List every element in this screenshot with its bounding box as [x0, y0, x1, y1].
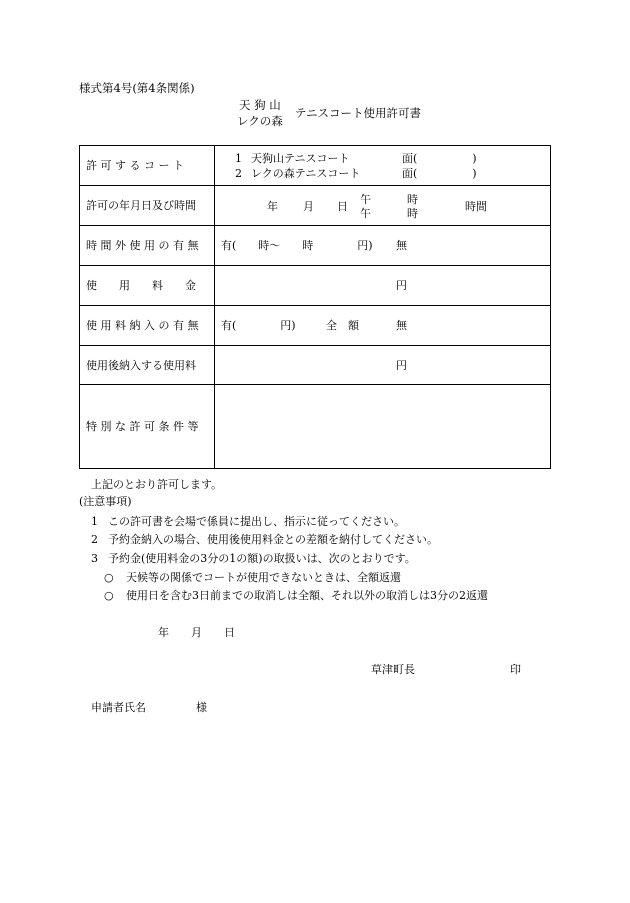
notes-heading: (注意事項): [79, 495, 132, 508]
conditions-value: [215, 385, 551, 469]
date-year: 年: [267, 200, 278, 213]
subnote-2-mark: ○: [104, 589, 114, 602]
court1-count: 面( ): [402, 152, 477, 165]
date-row: [80, 186, 551, 226]
court2-number: 2: [235, 167, 242, 180]
fee-value: [215, 266, 551, 306]
seal-mark: 印: [510, 663, 521, 676]
fee-label: 使 用 料 金: [80, 266, 215, 306]
issuer-name: 草津町長: [371, 663, 415, 676]
fee-row: [80, 266, 551, 306]
date-month: 月: [303, 200, 314, 213]
date-hour-start: 時: [407, 193, 418, 206]
overtime-value: [215, 226, 551, 266]
court-label: 許 可 す る コ ー ト: [80, 146, 215, 186]
post-fee-unit: 円: [396, 359, 407, 372]
note-2-number: 2: [91, 533, 98, 546]
date-label: 許可の年月日及び時間: [80, 186, 215, 226]
overtime-no: 無: [396, 239, 407, 252]
post-fee-value: [215, 346, 551, 385]
court2-name: レクの森テニスコート: [251, 167, 361, 180]
issue-date: 年 月 日: [158, 626, 235, 639]
subnote-2-text: 使用日を含む3日前までの取消しは全額、それ以外の取消しは3分の2返還: [126, 589, 488, 602]
conditions-row: [80, 385, 551, 469]
subnote-1-text: 天候等の関係でコートが使用できないときは、全額返還: [126, 571, 401, 584]
post-fee-label: 使用後納入する使用料: [80, 346, 215, 385]
date-am: 午: [360, 193, 371, 206]
note-1-text: この許可書を会場で係員に提出し、指示に従ってください。: [108, 515, 405, 528]
applicant-label: 申請者氏名: [91, 701, 146, 714]
post-fee-row: [80, 346, 551, 385]
form-number: 様式第4号(第4条関係): [79, 81, 195, 95]
applicant-honorific: 様: [196, 701, 207, 714]
note-2-text: 予約金納入の場合、使用後使用料金との差額を納付してください。: [108, 533, 438, 546]
subnote-1-mark: ○: [104, 571, 114, 584]
document-title: テニスコート使用許可書: [295, 106, 422, 120]
payment-full: 全 額: [326, 319, 359, 332]
court1-number: 1: [235, 152, 242, 165]
date-value: [215, 186, 551, 226]
court1-name: 天狗山テニスコート: [251, 152, 350, 165]
payment-label: 使 用 料 納 入 の 有 無: [80, 306, 215, 346]
note-1-number: 1: [91, 515, 98, 528]
date-hours: 時間: [465, 200, 487, 213]
date-hour-end: 時: [407, 207, 418, 220]
overtime-row: [80, 226, 551, 266]
permit-statement: 上記のとおり許可します。: [91, 478, 223, 491]
court-row: [80, 146, 551, 186]
title-line-2: レクの森: [237, 114, 283, 128]
fee-unit: 円: [396, 279, 407, 292]
court-value: [215, 146, 551, 186]
payment-no: 無: [396, 319, 407, 332]
note-3-number: 3: [91, 552, 98, 565]
overtime-label: 時 間 外 使 用 の 有 無: [80, 226, 215, 266]
date-day: 日: [337, 200, 348, 213]
conditions-label: 特 別 な 許 可 条 件 等: [80, 385, 215, 469]
date-pm: 午: [360, 207, 371, 220]
permit-table: [79, 145, 551, 469]
payment-value: [215, 306, 551, 346]
court2-count: 面( ): [402, 167, 477, 180]
overtime-yes: 有( 時〜 時 円): [221, 239, 373, 252]
payment-row: [80, 306, 551, 346]
note-3-text: 予約金(使用料金の3分の1の額)の取扱いは、次のとおりです。: [108, 552, 416, 565]
title-line-1: 天 狗 山: [239, 98, 281, 112]
payment-yes: 有( 円): [221, 319, 296, 332]
